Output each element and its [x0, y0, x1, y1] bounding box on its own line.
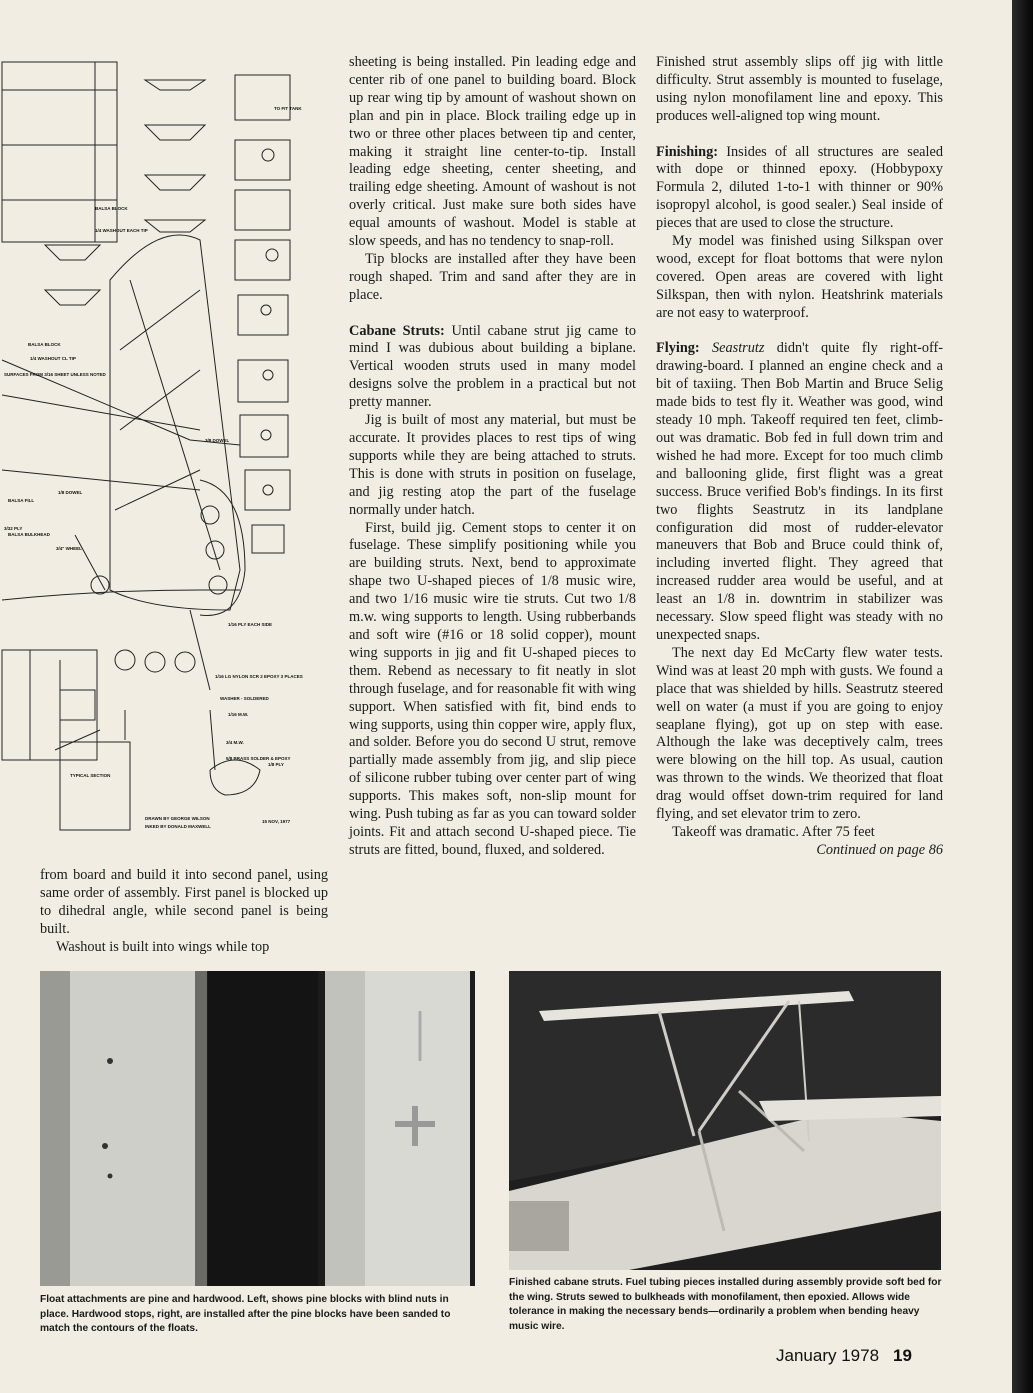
page-footer	[776, 1346, 912, 1366]
paragraph: Takeoff was dramatic. After 75 feet	[672, 823, 875, 840]
plan-label: TYPICAL SECTION	[70, 773, 111, 778]
caption-right: Finished cabane struts. Fuel tubing pieces installed during assembly provide soft bed for the wing. Struts sewed to bulkheads with monofilament, then epoxied. Allows wide tolerance in making the necessary bends—ordinarily a problem when bending heavy music wire.	[509, 1277, 942, 1332]
plan-label: BALSA BLOCK	[28, 342, 61, 347]
paragraph-text: didn't quite fly right-off-drawing-board. I planned an engine check and a bit of taxiing. Then Bob Martin and Bruce Selig made bids to test fly it. Weather was good, wind steady 10 mph. Takeoff required ten feet, climb-out was dramatic. Bob fed in full down trim and wished he had more. Except for too much climb and ballooning glide, first flight was a great success. Bruce verified Bob's findings. In its first two flights Seastrutz in its landplane configuration did most of rudder-elevator maneuvers that Bob and Bruce could think of, including inverted flight. They agreed that increased rudder area would be useful, and at least an 1/8 in. downtrim in stabilizer was necessary. Slow speed flight was steady with no unexpected snaps.	[656, 340, 944, 643]
plan-label: 1/8 PLY	[268, 762, 284, 767]
plan-label: 1/4 WASHOUT EACH TIP	[95, 228, 148, 233]
plan-label: TO FIT TANK	[274, 106, 302, 111]
photo-cabane-struts-svg	[509, 971, 941, 1270]
issue-date: January 1978	[776, 1346, 880, 1365]
plan-label: 3/4" WHEEL	[56, 546, 82, 551]
paragraph: Washout is built into wings while top	[56, 938, 270, 955]
paragraph: sheeting is being installed. Pin leading edge and center rib of one panel to building board. Block up rear wing tip by amount of washout shown on plan and pin in place. Block trailing edge up in two or three other places between tip and center, making it straight line center-to-tip. Install leading edge sheeting, center sheeting, and trailing edge sheeting. Amount of washout is not overly critical. Just make sure both sides have equal amounts of washout. Model is stable at slow speeds, and has no tendency to snap-roll.	[349, 54, 636, 250]
plan-label: 1/16 LG NYLON SCR 2 EPOXY 3 PLACES	[215, 674, 303, 679]
plan-drawing	[0, 50, 335, 850]
continued-note: Continued on page 86	[816, 841, 943, 858]
paragraph	[656, 144, 943, 234]
paragraph: Jig is built of most any material, but must be accurate. It provides places to rest tips of wing supports while they are being attached to struts. This is done with struts in position on fuselage, and jig resting atop the part of the fuselage normally under hatch.	[349, 412, 636, 518]
plan-label: SURFACES FROM 3/16 SHEET UNLESS NOTED	[4, 372, 106, 377]
paragraph: The next day Ed McCarty flew water tests. Wind was at least 20 mph with gusts. We found a place that was shielded by hills. Seastrutz steered well on water (a must if you are going to enjoy seaplane flying), got up on step with ease. Although the lake was deceptively calm, trees were blowing on the hill top. As usual, caution was thrown to the winds. We theorized that float drag would offset down-trim required for land flying, and set elevator trim to zero.	[656, 644, 943, 823]
plan-label: 15 NOV, 1977	[262, 819, 291, 824]
paragraph-text: Insides of all structures are sealed with dope or thinned epoxy. (Hobbypoxy Formula 2, diluted 1-to-1 with thinner or 90% isopropyl alcohol, is good sealer.) Seal inside of pieces that are used to close the structure.	[656, 143, 943, 232]
plan-label: BALSA BLOCK	[95, 206, 128, 211]
paragraph	[656, 340, 943, 644]
plan-label: BALSA BULKHEAD	[8, 532, 50, 537]
plan-label: 3/4 M.W.	[226, 740, 244, 745]
plan-label: WASHER - SOLDERED	[220, 696, 269, 701]
photo-cabane-struts	[509, 971, 941, 1270]
section-heading: Finishing:	[656, 143, 718, 160]
page-number: 19	[893, 1346, 912, 1365]
plan-labels	[4, 106, 303, 829]
caption-left: Float attachments are pine and hardwood. Left, shows pine blocks with blind nuts in place. Hardwood stops, right, are installed after the pine blocks have been sanded to match the contours of the floats.	[40, 1294, 451, 1335]
paragraph: First, build jig. Cement stops to center it on fuselage. These simplify positioning while you are building struts. Next, bend to approximate shape two U-shaped pieces of 1/8 music wire, and two 1/16 music wire tie struts. Cut two 1/8 m.w. wing supports to length. Using rubberbands and soft wire (#16 or 18 solid copper), mount wing supports in jig and fit U-shaped pieces to them. Rebend as necessary to fit neatly in slot through fuselage, and for reasonable fit with wing support. When satisfied with fit, bind ends to wing supports, using thin copper wire, apply flux, and solder. Before you do second U strut, remove partially made assembly from jig, and slip piece of silicone rubber tubing over center part of wing supports. This makes soft, non-slip mount for wing. Push tubing as far as you can toward solder joints. Fit and attach second U-shaped piece. Tie struts are fitted, bound, fluxed, and soldered.	[349, 519, 636, 858]
text-column-2	[349, 54, 636, 860]
photo-float-attachments-svg	[40, 971, 475, 1286]
text-column-1	[40, 867, 328, 957]
paragraph	[349, 323, 636, 413]
section-heading: Cabane Struts:	[349, 322, 445, 339]
text-column-3	[656, 54, 943, 860]
paragraph: Finished strut assembly slips off jig with little difficulty. Strut assembly is mounted to fuselage, using nylon monofilament line and epoxy. This produces well-aligned top wing mount.	[656, 54, 943, 124]
plan-label: BALSA FILL	[8, 498, 35, 503]
paragraph: Tip blocks are installed after they have been rough shaped. Trim and sand after they are in place.	[349, 250, 636, 303]
plan-label: DRAWN BY GEORGE WILSON	[145, 816, 210, 821]
plan-label: 5/8 BRASS SOLDER & EPOXY	[226, 756, 291, 761]
scan-edge-shadow	[1012, 0, 1033, 1393]
photo-float-attachments	[40, 971, 475, 1286]
paragraph: My model was finished using Silkspan over wood, except for float bottoms that were nylon covered. Open areas are covered with light Silkspan, then with nylon. Heatshrink materials are not easy to waterproof.	[656, 233, 943, 321]
plan-label: INKED BY DONALD MAXWELL	[145, 824, 211, 829]
plan-label: 3/8 DOWEL	[205, 438, 230, 443]
paragraph-text: Until cabane strut jig came to mind I was dubious about building a biplane. Vertical wooden struts used in many model designs solve the problem in a practical but not pretty manner.	[349, 322, 636, 411]
model-name: Seastrutz	[712, 340, 765, 357]
section-heading: Flying:	[656, 340, 700, 357]
plan-drawing-svg	[0, 50, 335, 850]
plan-label: 3/32 PLY	[4, 526, 23, 531]
plan-label: 1/16 M.W.	[228, 712, 249, 717]
paragraph: from board and build it into second panel, using same order of assembly. First panel is blocked up to dihedral angle, while second panel is being built.	[40, 867, 328, 937]
wing-panel-outline	[2, 62, 117, 242]
plan-label: 1/4 WASHOUT CL TIP	[30, 356, 76, 361]
plan-label: 1/16 PLY EACH SIDE	[228, 622, 273, 627]
plan-label: 1/8 DOWEL	[58, 490, 83, 495]
